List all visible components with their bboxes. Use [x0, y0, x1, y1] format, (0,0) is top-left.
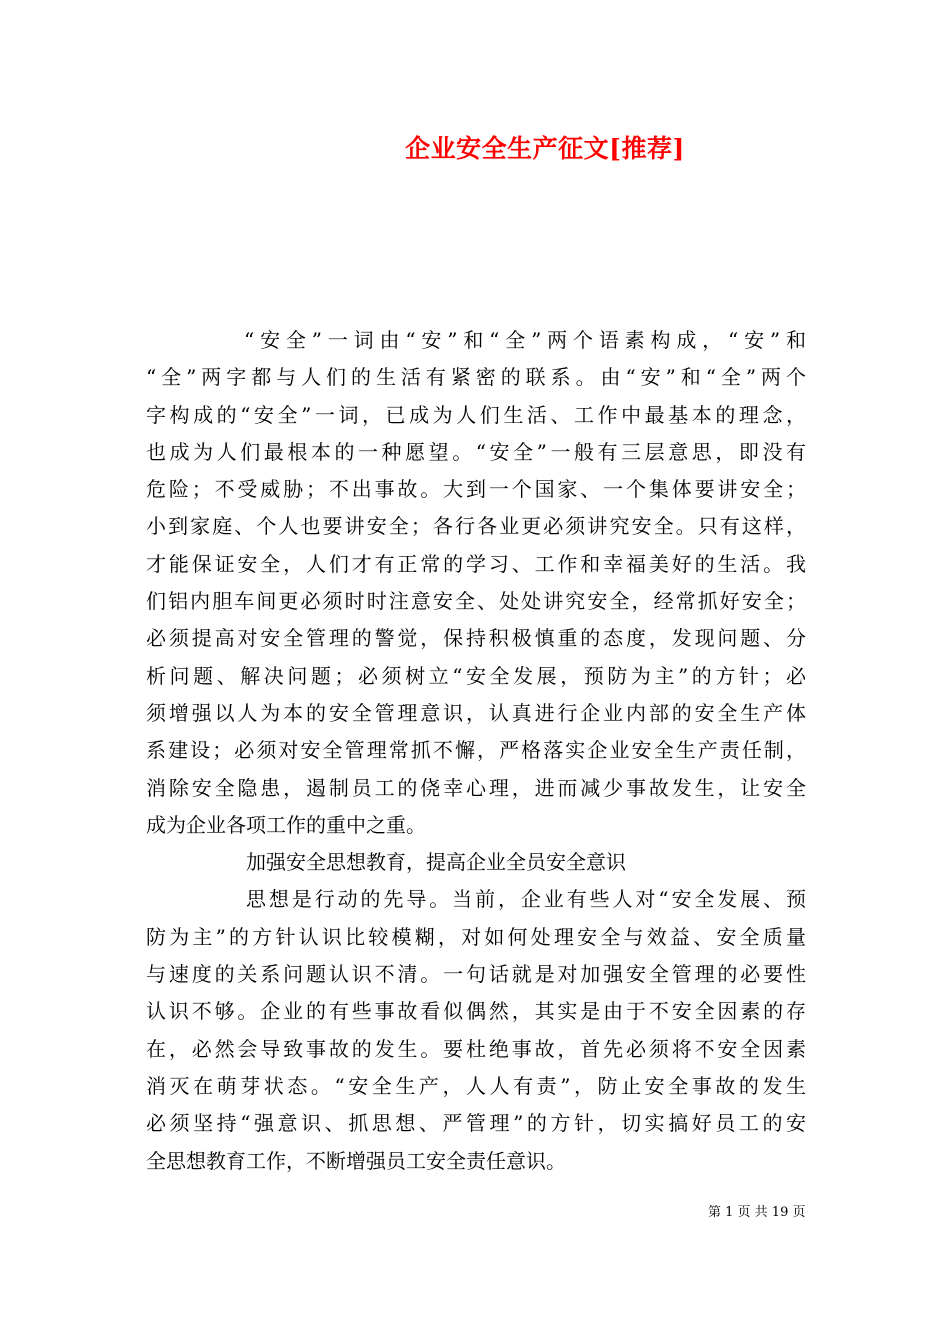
text-line: 析问题、解决问题；必须树立“安全发展，预防为主”的方针；必	[146, 663, 810, 688]
text-line: 必须提高对安全管理的警觉，保持积极慎重的态度，发现问题、分	[146, 626, 809, 651]
text-line: 才能保证安全，人们才有正常的学习、工作和幸福美好的生活。我	[146, 551, 809, 576]
page-number: 第 1 页 共 19 页	[708, 1205, 806, 1220]
text-line: 思想是行动的先导。当前，企业有些人对“安全发展、预	[246, 887, 809, 912]
document-title: 企业安全生产征文[推荐]	[405, 134, 685, 163]
text-line: 加强安全思想教育，提高企业全员安全意识	[246, 850, 626, 875]
text-line: 消灭在萌芽状态。“安全生产，人人有责”，防止安全事故的发生	[146, 1073, 810, 1098]
document-body	[146, 322, 826, 1180]
text-line: 也成为人们最根本的一种愿望。“安全”一般有三层意思，即没有	[146, 439, 810, 464]
text-line: 必须坚持“强意识、抓思想、严管理”的方针，切实搞好员工的安	[146, 1111, 810, 1136]
text-line: 须增强以人为本的安全管理意识，认真进行企业内部的安全生产体	[146, 700, 809, 725]
text-line: 们铝内胆车间更必须时时注意安全、处处讲究安全，经常抓好安全；	[146, 589, 809, 614]
text-line: 成为企业各项工作的重中之重。	[146, 812, 426, 837]
text-line: 小到家庭、个人也要讲安全；各行各业更必须讲究安全。只有这样，	[146, 514, 809, 539]
text-line: 危险；不受威胁；不出事故。大到一个国家、一个集体要讲安全；	[146, 477, 809, 502]
text-line: 消除安全隐患，遏制员工的侥幸心理，进而减少事故发生，让安全	[146, 775, 809, 800]
text-line: 防为主”的方针认识比较模糊，对如何处理安全与效益、安全质量	[146, 924, 810, 949]
text-line: 在，必然会导致事故的发生。要杜绝事故，首先必须将不安全因素	[146, 1036, 809, 1061]
text-line: 字构成的“安全”一词，已成为人们生活、工作中最基本的理念，	[146, 402, 810, 427]
text-line: “安全”一词由“安”和“全”两个语素构成，“安”和	[244, 328, 812, 352]
text-line: 系建设；必须对安全管理常抓不懈，严格落实企业安全生产责任制，	[146, 738, 809, 763]
text-line: 认识不够。企业的有些事故看似偶然，其实是由于不安全因素的存	[146, 999, 809, 1024]
text-line: 全思想教育工作，不断增强员工安全责任意识。	[146, 1148, 566, 1173]
text-line: 与速度的关系问题认识不清。一句话就是对加强安全管理的必要性	[146, 962, 809, 987]
text-line: “全”两字都与人们的生活有紧密的联系。由“安”和“全”两个	[146, 365, 811, 390]
